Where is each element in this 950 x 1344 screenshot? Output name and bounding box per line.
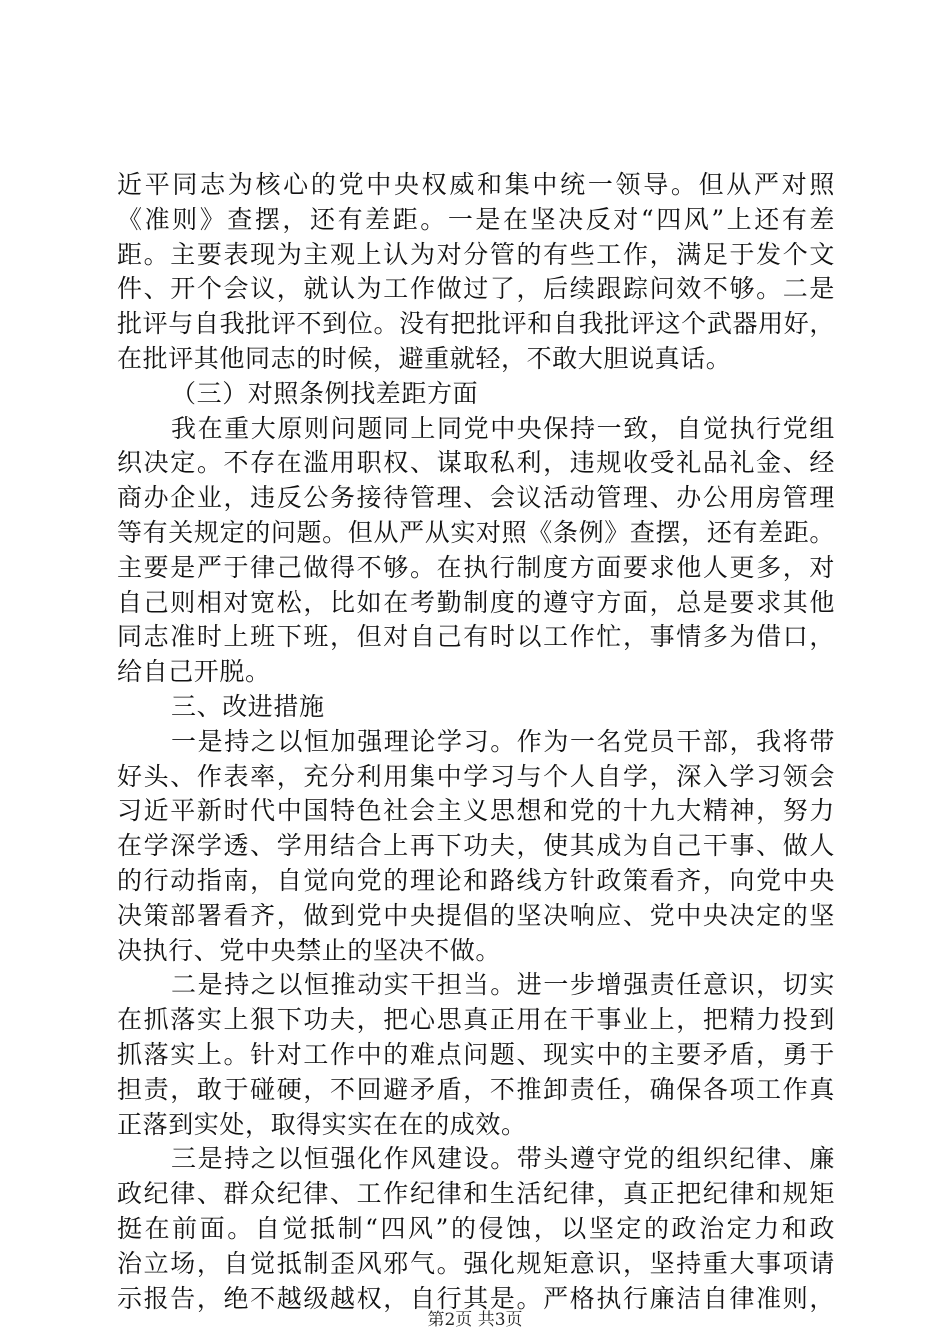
body-text-line: 正落到实处，取得实实在在的成效。 bbox=[117, 1109, 527, 1139]
body-text-line: 商办企业，违反公务接待管理、会议活动管理、办公用房管理 bbox=[117, 483, 835, 513]
body-text-line: 三是持之以恒强化作风建设。带头遵守党的组织纪律、廉 bbox=[171, 1144, 835, 1174]
body-text-line: 一是持之以恒加强理论学习。作为一名党员干部，我将带 bbox=[171, 726, 835, 756]
body-text-line: 同志准时上班下班，但对自己有时以工作忙，事情多为借口， bbox=[117, 622, 835, 652]
body-text-line: 近平同志为核心的党中央权威和集中统一领导。但从严对照 bbox=[117, 170, 835, 199]
section-heading: 三、改进措施 bbox=[171, 691, 325, 721]
body-text-line: 好头、作表率，充分利用集中学习与个人自学，深入学习领会 bbox=[117, 761, 835, 791]
body-text-line: 《准则》查摆，还有差距。一是在坚决反对“四风”上还有差 bbox=[117, 204, 835, 234]
body-text-line: 二是持之以恒推动实干担当。进一步增强责任意识，切实 bbox=[171, 970, 835, 1000]
body-text-line: 决执行、党中央禁止的坚决不做。 bbox=[117, 935, 502, 965]
body-text-line: 自己则相对宽松，比如在考勤制度的遵守方面，总是要求其他 bbox=[117, 587, 835, 617]
body-text-line: 习近平新时代中国特色社会主义思想和党的十九大精神，努力 bbox=[117, 796, 835, 826]
body-text-line: 我在重大原则问题同上同党中央保持一致，自觉执行党组 bbox=[171, 413, 835, 443]
body-text-line: 政纪律、群众纪律、工作纪律和生活纪律，真正把纪律和规矩 bbox=[117, 1179, 835, 1209]
body-text-line: 等有关规定的问题。但从严从实对照《条例》查摆，还有差距。 bbox=[117, 517, 835, 547]
body-text-line: 主要是严于律己做得不够。在执行制度方面要求他人更多，对 bbox=[117, 552, 835, 582]
section-heading: （三）对照条例找差距方面 bbox=[171, 378, 479, 408]
document-body bbox=[117, 168, 835, 1316]
body-text-line: 决策部署看齐，做到党中央提倡的坚决响应、党中央决定的坚 bbox=[117, 900, 835, 930]
body-text-line: 在学深学透、学用结合上再下功夫，使其成为自己干事、做人 bbox=[117, 831, 835, 861]
body-text-line: 件、开个会议，就认为工作做过了，后续跟踪问效不够。二是 bbox=[117, 274, 835, 304]
body-text-line: 在抓落实上狠下功夫，把心思真正用在干事业上，把精力投到 bbox=[117, 1005, 835, 1035]
body-text-line: 织决定。不存在滥用职权、谋取私利，违规收受礼品礼金、经 bbox=[117, 448, 835, 478]
body-text-line: 距。主要表现为主观上认为对分管的有些工作，满足于发个文 bbox=[117, 239, 835, 269]
body-text-line: 的行动指南，自觉向党的理论和路线方针政策看齐，向党中央 bbox=[117, 865, 835, 895]
body-text-line: 批评与自我批评不到位。没有把批评和自我批评这个武器用好， bbox=[117, 309, 835, 339]
page-footer: 第2页 共3页 bbox=[427, 1310, 523, 1330]
body-text-line: 示报告，绝不越级越权，自行其是。严格执行廉洁自律准则， bbox=[117, 1283, 835, 1313]
body-text-line: 挺在前面。自觉抵制“四风”的侵蚀，以坚定的政治定力和政 bbox=[117, 1213, 835, 1243]
body-text-line: 在批评其他同志的时候，避重就轻，不敢大胆说真话。 bbox=[117, 343, 732, 373]
body-text-line: 担责，敢于碰硬，不回避矛盾，不推卸责任，确保各项工作真 bbox=[117, 1074, 835, 1104]
body-text-line: 给自己开脱。 bbox=[117, 657, 271, 687]
body-text-line: 治立场，自觉抵制歪风邪气。强化规矩意识，坚持重大事项请 bbox=[117, 1248, 835, 1278]
body-text-line: 抓落实上。针对工作中的难点问题、现实中的主要矛盾，勇于 bbox=[117, 1039, 835, 1069]
